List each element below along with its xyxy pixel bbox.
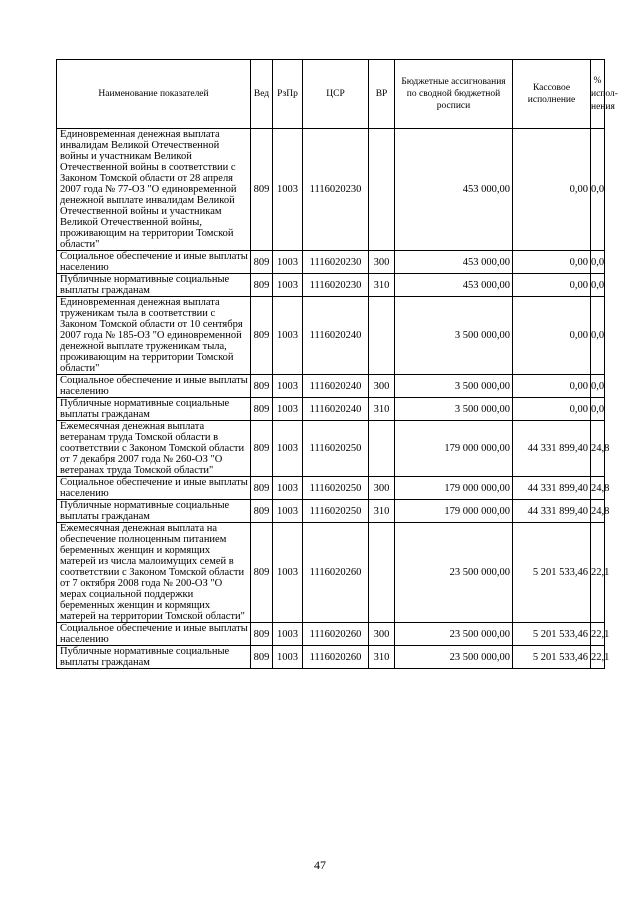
cell-cash: 44 331 899,40 bbox=[513, 421, 591, 477]
table-row bbox=[57, 297, 605, 375]
cell-rzpr: 1003 bbox=[273, 129, 303, 251]
cell-cash: 5 201 533,46 bbox=[513, 646, 591, 669]
cell-rzpr: 1003 bbox=[273, 297, 303, 375]
table-row bbox=[57, 646, 605, 669]
cell-rzpr: 1003 bbox=[273, 623, 303, 646]
cell-rzpr: 1003 bbox=[273, 375, 303, 398]
cell-ved: 809 bbox=[251, 398, 273, 421]
cell-vr bbox=[369, 129, 395, 251]
table-row bbox=[57, 251, 605, 274]
cell-csr: 1116020230 bbox=[303, 251, 369, 274]
cell-name: Ежемесячная денежная выплата на обеспечение полноценным питанием беременных женщин и кормящих матерей из числа малоимущих семей в соответствии с Законом Томской области от 7 октября 2008 года № 200-ОЗ "О мерах социальной поддержки беременных женщин и кормящих матерей на территории Томской области" bbox=[57, 523, 251, 623]
cell-csr: 1116020250 bbox=[303, 477, 369, 500]
cell-csr: 1116020260 bbox=[303, 646, 369, 669]
cell-cash: 0,00 bbox=[513, 297, 591, 375]
cell-cash: 44 331 899,40 bbox=[513, 477, 591, 500]
cell-rzpr: 1003 bbox=[273, 398, 303, 421]
cell-name: Публичные нормативные социальные выплаты гражданам bbox=[57, 646, 251, 669]
cell-vr: 300 bbox=[369, 477, 395, 500]
cell-ved: 809 bbox=[251, 129, 273, 251]
cell-name: Публичные нормативные социальные выплаты гражданам bbox=[57, 274, 251, 297]
cell-budget: 3 500 000,00 bbox=[395, 398, 513, 421]
cell-budget: 453 000,00 bbox=[395, 129, 513, 251]
cell-csr: 1116020260 bbox=[303, 523, 369, 623]
cell-cash: 0,00 bbox=[513, 274, 591, 297]
table-row bbox=[57, 623, 605, 646]
cell-name: Единовременная денежная выплата труженикам тыла в соответствии с Законом Томской области от 10 сентября 2007 года № 185-ОЗ "О единовременной денежной выплате труженикам тыла, проживающим на территории Томской области" bbox=[57, 297, 251, 375]
cell-name: Публичные нормативные социальные выплаты гражданам bbox=[57, 398, 251, 421]
cell-pct: 0,0 bbox=[591, 129, 605, 251]
cell-cash: 0,00 bbox=[513, 398, 591, 421]
cell-name: Публичные нормативные социальные выплаты гражданам bbox=[57, 500, 251, 523]
cell-cash: 44 331 899,40 bbox=[513, 500, 591, 523]
cell-budget: 179 000 000,00 bbox=[395, 500, 513, 523]
cell-rzpr: 1003 bbox=[273, 523, 303, 623]
cell-ved: 809 bbox=[251, 646, 273, 669]
cell-rzpr: 1003 bbox=[273, 251, 303, 274]
cell-budget: 23 500 000,00 bbox=[395, 623, 513, 646]
header-ved: Вед bbox=[251, 60, 273, 129]
cell-csr: 1116020250 bbox=[303, 500, 369, 523]
cell-pct: 0,0 bbox=[591, 375, 605, 398]
cell-budget: 453 000,00 bbox=[395, 251, 513, 274]
cell-vr bbox=[369, 297, 395, 375]
cell-budget: 3 500 000,00 bbox=[395, 375, 513, 398]
header-vr: ВР bbox=[369, 60, 395, 129]
cell-budget: 23 500 000,00 bbox=[395, 646, 513, 669]
cell-pct: 0,0 bbox=[591, 398, 605, 421]
cell-pct: 22,1 bbox=[591, 523, 605, 623]
table-row bbox=[57, 375, 605, 398]
cell-pct: 24,8 bbox=[591, 500, 605, 523]
cell-pct: 0,0 bbox=[591, 274, 605, 297]
cell-cash: 0,00 bbox=[513, 129, 591, 251]
page-number: 47 bbox=[314, 858, 326, 872]
cell-name: Ежемесячная денежная выплата ветеранам труда Томской области в соответствии с Законом Томской области от 7 декабря 2007 года № 260-ОЗ "О ветеранах труда Томской области" bbox=[57, 421, 251, 477]
table-row bbox=[57, 129, 605, 251]
budget-table bbox=[56, 59, 618, 669]
cell-vr: 310 bbox=[369, 398, 395, 421]
cell-budget: 179 000 000,00 bbox=[395, 477, 513, 500]
table-row bbox=[57, 421, 605, 477]
cell-budget: 179 000 000,00 bbox=[395, 421, 513, 477]
cell-pct: 0,0 bbox=[591, 297, 605, 375]
cell-vr bbox=[369, 523, 395, 623]
cell-csr: 1116020240 bbox=[303, 398, 369, 421]
cell-ved: 809 bbox=[251, 251, 273, 274]
cell-vr bbox=[369, 421, 395, 477]
cell-cash: 5 201 533,46 bbox=[513, 623, 591, 646]
header-budget: Бюджетные ассигнования по сводной бюджетной росписи bbox=[395, 60, 513, 129]
cell-cash: 0,00 bbox=[513, 375, 591, 398]
cell-ved: 809 bbox=[251, 274, 273, 297]
cell-csr: 1116020260 bbox=[303, 623, 369, 646]
cell-vr: 310 bbox=[369, 274, 395, 297]
cell-vr: 300 bbox=[369, 623, 395, 646]
cell-pct: 0,0 bbox=[591, 251, 605, 274]
cell-csr: 1116020250 bbox=[303, 421, 369, 477]
cell-name: Социальное обеспечение и иные выплаты населению bbox=[57, 477, 251, 500]
header-rzpr: РзПр bbox=[273, 60, 303, 129]
cell-ved: 809 bbox=[251, 623, 273, 646]
cell-name: Единовременная денежная выплата инвалидам Великой Отечественной войны и участникам Великой Отечественной войны в соответствии с Законом Томской области от 28 апреля 2007 года № 77-ОЗ "О единовременной денежной выплате инвалидам Великой Отечественной войны и участникам Великой Отечественной войны, проживающим на территории Томской области" bbox=[57, 129, 251, 251]
cell-budget: 453 000,00 bbox=[395, 274, 513, 297]
cell-pct: 22,1 bbox=[591, 623, 605, 646]
cell-rzpr: 1003 bbox=[273, 477, 303, 500]
cell-name: Социальное обеспечение и иные выплаты населению bbox=[57, 375, 251, 398]
header-pct: % испол-нения bbox=[591, 60, 605, 129]
cell-name: Социальное обеспечение и иные выплаты населению bbox=[57, 251, 251, 274]
cell-vr: 310 bbox=[369, 646, 395, 669]
cell-pct: 22,1 bbox=[591, 646, 605, 669]
table-body bbox=[57, 129, 610, 669]
cell-ved: 809 bbox=[251, 375, 273, 398]
cell-name: Социальное обеспечение и иные выплаты населению bbox=[57, 623, 251, 646]
header-cash: Кассовое исполнение bbox=[513, 60, 591, 129]
cell-budget: 23 500 000,00 bbox=[395, 523, 513, 623]
cell-cash: 5 201 533,46 bbox=[513, 523, 591, 623]
cell-pct: 24,8 bbox=[591, 477, 605, 500]
cell-budget: 3 500 000,00 bbox=[395, 297, 513, 375]
cell-vr: 310 bbox=[369, 500, 395, 523]
cell-ved: 809 bbox=[251, 523, 273, 623]
table-header-row bbox=[57, 60, 605, 129]
cell-csr: 1116020240 bbox=[303, 375, 369, 398]
table-row bbox=[57, 477, 605, 500]
cell-ved: 809 bbox=[251, 297, 273, 375]
cell-ved: 809 bbox=[251, 421, 273, 477]
header-csr: ЦСР bbox=[303, 60, 369, 129]
header-name: Наименование показателей bbox=[57, 60, 251, 129]
table-row bbox=[57, 500, 605, 523]
cell-csr: 1116020230 bbox=[303, 129, 369, 251]
cell-pct: 24,8 bbox=[591, 421, 605, 477]
cell-ved: 809 bbox=[251, 477, 273, 500]
cell-ved: 809 bbox=[251, 500, 273, 523]
cell-csr: 1116020230 bbox=[303, 274, 369, 297]
cell-rzpr: 1003 bbox=[273, 421, 303, 477]
cell-vr: 300 bbox=[369, 251, 395, 274]
cell-cash: 0,00 bbox=[513, 251, 591, 274]
cell-vr: 300 bbox=[369, 375, 395, 398]
cell-csr: 1116020240 bbox=[303, 297, 369, 375]
table-row bbox=[57, 398, 605, 421]
table-row bbox=[57, 523, 605, 623]
cell-rzpr: 1003 bbox=[273, 274, 303, 297]
cell-rzpr: 1003 bbox=[273, 500, 303, 523]
table-row bbox=[57, 274, 605, 297]
cell-rzpr: 1003 bbox=[273, 646, 303, 669]
